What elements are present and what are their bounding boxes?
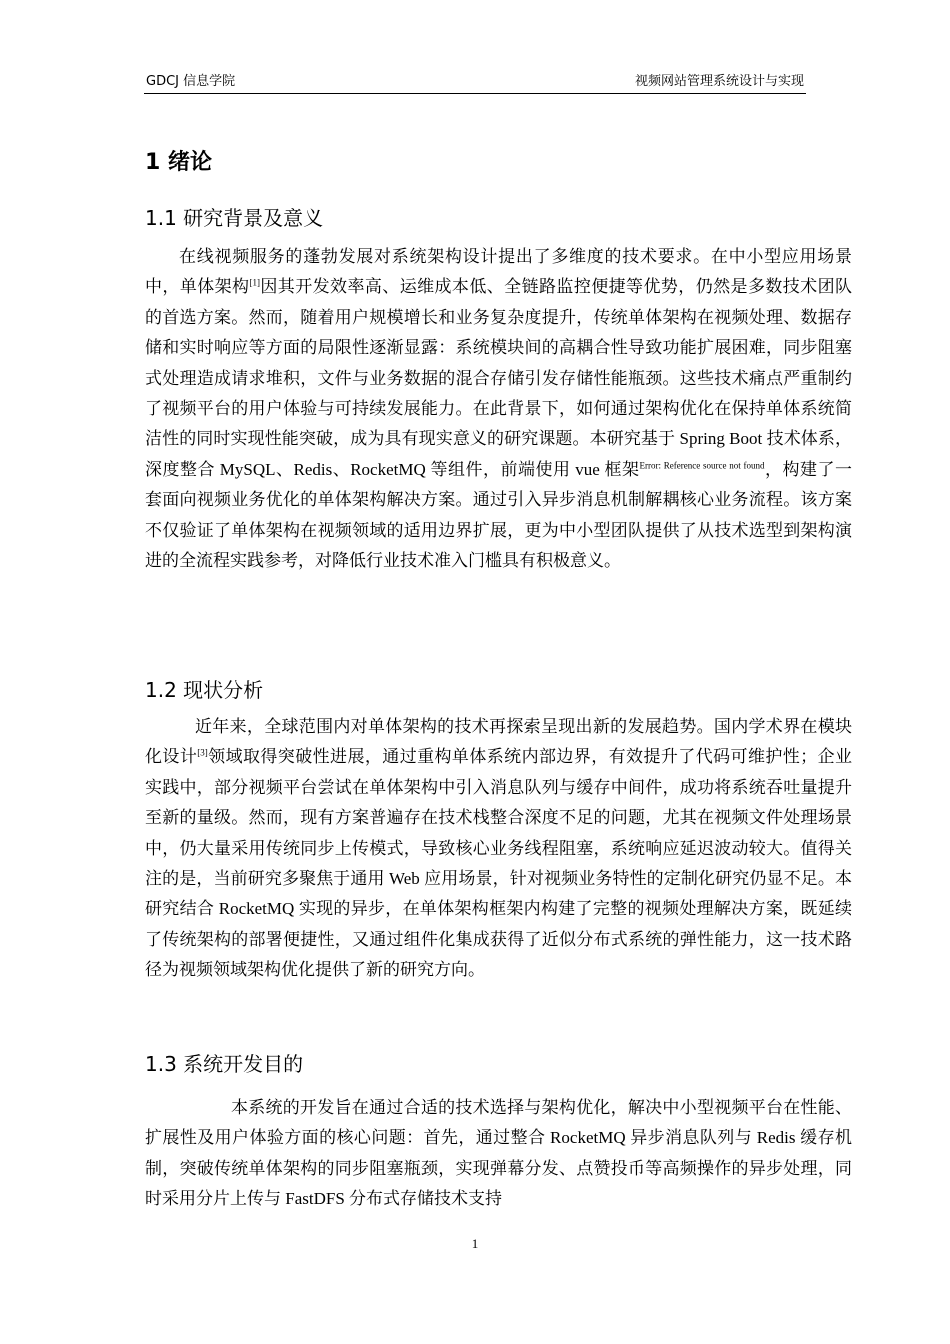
paragraph-text: ，构建了一套面向视频业务优化的单体架构解决方案。通过引入异步消息机制解耦核心业务流程。该方案不仅验证了单体架构在视频领域的适用边界扩展，更为中小型团队提供了从技术选型到架构演进的全流程实践参考，对降低行业技术准入门槛具有积极意义。 <box>145 459 852 571</box>
paragraph-text: 在线视频服务的蓬勃发展对系统架构设计提出了多维度的技术要求。在中小型应用场景中，单体架构 <box>145 247 852 297</box>
citation-ref: [1] <box>249 277 260 288</box>
paragraph-text: 近年来，全球范围内对单体架构的技术再探索呈现出新的发展趋势。国内学术界在模块化设计 <box>145 717 852 767</box>
citation-ref: [3] <box>197 747 208 758</box>
header-left-title: GDCJ 信息学院 <box>146 74 236 89</box>
paragraph-text: 因其开发效率高、运维成本低、全链路监控便捷等优势，仍然是多数技术团队的首选方案。然而，随着用户规模增长和业务复杂度提升，传统单体架构在视频处理、数据存储和实时响应等方面的局限性逐渐显露：系统模块间的高耦合性导致功能扩展困难，同步阻塞式处理造成请求堆积，文件与业务数据的混合存储引发存储性能瓶颈。这些技术痛点严重制约了视频平台的用户体验与可持续发展能力。在此背景下，如何通过架构优化在保持单体系统简洁性的同时实现性能突破，成为具有现实意义的研究课题。本研究基于 Spring Boot 技术体系，深度整合 MySQL、Redis、RocketMQ 等组件，前端使用 vue 框架 <box>145 277 853 479</box>
paragraph-text: 领域取得突破性进展，通过重构单体系统内部边界，有效提升了代码可维护性；企业实践中，部分视频平台尝试在单体架构中引入消息队列与缓存中间件，成功将系统吞吐量提升至新的量级。然而，现有方案普遍存在技术栈整合深度不足的问题，尤其在视频文件处理场景中，仍大量采用传统同步上传模式，导致核心业务线程阻塞，系统响应延迟波动较大。值得关注的是，当前研究多聚焦于通用 Web 应用场景，针对视频业务特性的定制化研究仍显不足。本研究结合 RocketMQ 实现的异步，在单体架构框架内构建了完整的视频处理解决方案，既延续了传统架构的部署便捷性，又通过组件化集成获得了近似分布式系统的弹性能力，这一技术路径为视频领域架构优化提供了新的研究方向。 <box>145 747 853 980</box>
section-heading-1-1: 1.1 研究背景及意义 <box>145 206 324 230</box>
chapter-title: 1 绪论 <box>145 150 212 175</box>
citation-error: Error: Reference source not found <box>639 460 765 471</box>
header-right-title: 视频网站管理系统设计与实现 <box>634 74 804 89</box>
paragraph-text: 本系统的开发旨在通过合适的技术选择与架构优化，解决中小型视频平台在性能、扩展性及用户体验方面的核心问题：首先，通过整合 RocketMQ 异步消息队列与 Redis 缓存机制，突破传统单体架构的同步阻塞瓶颈，实现弹幕分发、点赞投币等高频操作的异步处理，同时采用分片上传与 FastDFS 分布式存储技术支持 <box>145 1098 852 1209</box>
section-heading-1-3: 1.3 系统开发目的 <box>145 1052 304 1076</box>
section-paragraph-1-2 <box>145 712 852 986</box>
header-divider <box>144 93 806 94</box>
page-number: 1 <box>471 1236 479 1251</box>
section-paragraph-1-1 <box>145 242 852 576</box>
section-heading-1-2: 1.2 现状分析 <box>145 678 264 702</box>
section-paragraph-1-3 <box>145 1093 852 1215</box>
